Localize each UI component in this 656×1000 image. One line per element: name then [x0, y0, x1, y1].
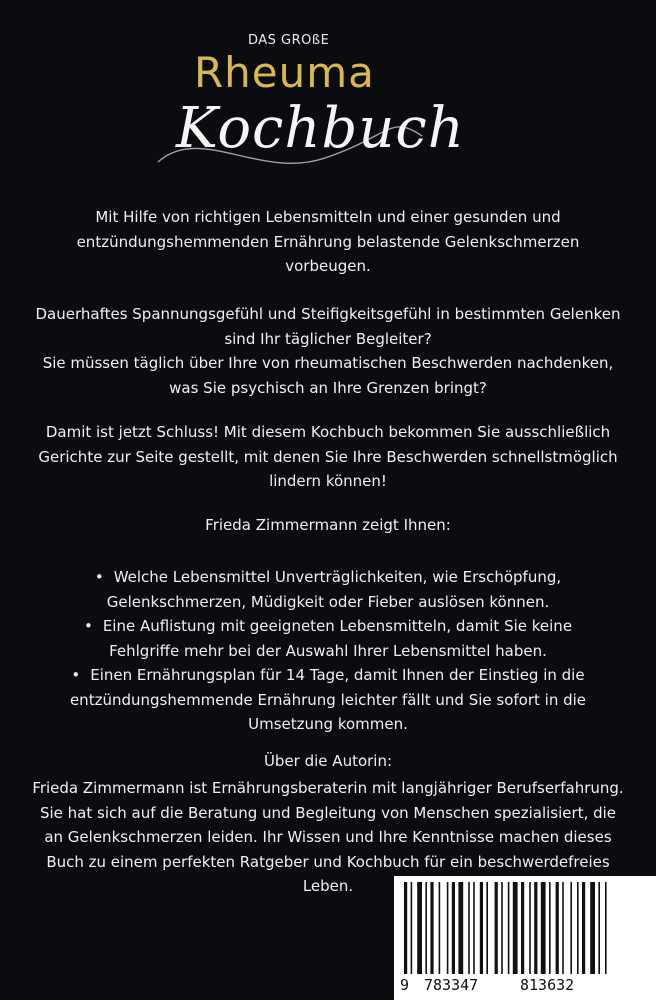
barcode-bar	[425, 882, 427, 974]
barcode-digit-first: 9	[400, 976, 410, 994]
barcode-bar	[549, 882, 551, 974]
barcode-bar	[577, 882, 579, 974]
barcode-bar	[447, 882, 449, 974]
barcode-bar	[556, 882, 559, 974]
paragraph-intro	[34, 205, 622, 279]
paragraph-promise	[34, 420, 622, 494]
title-script: Kochbuch	[176, 96, 465, 161]
list-item-text: Einen Ernährungsplan für 14 Tage, damit Ihnen der Einstieg in die entzündungshemmende Ernährung leichter fällt und Sie sofort in die Umsetzung kommen.	[69, 666, 587, 733]
barcode-bar	[411, 882, 413, 974]
list-item-text: Welche Lebensmittel Unverträglichkeiten, wie Erschöpfung, Gelenkschmerzen, Müdigkeit oder Fieber auslösen können.	[106, 568, 562, 611]
barcode-bar	[508, 882, 510, 974]
barcode-bar	[541, 882, 546, 974]
barcode-bar	[430, 882, 433, 974]
list-item	[50, 663, 606, 737]
barcode-bar	[417, 882, 422, 974]
paragraph-intro-text: Mit Hilfe von richtigen Lebensmitteln und einer gesunden und entzündungshemmenden Ernährung belastende Gelenkschmerzen vorbeugen.	[76, 208, 580, 275]
barcode-bar	[495, 882, 498, 974]
list-item	[50, 614, 606, 663]
title-main: Rheuma	[194, 48, 375, 97]
cover-header	[0, 0, 656, 190]
barcode-bar	[598, 882, 600, 974]
barcode-bar	[590, 882, 595, 974]
barcode-bar	[605, 882, 607, 974]
barcode-bar	[570, 882, 572, 974]
bullet-icon: •	[83, 617, 93, 635]
barcode-bar	[473, 882, 475, 974]
barcode-bars	[400, 882, 650, 974]
barcode-bar	[501, 882, 503, 974]
paragraph-promise-text: Damit ist jetzt Schluss! Mit diesem Kochbuch bekommen Sie ausschließlich Gerichte zur Seite gestellt, mit denen Sie Ihre Beschwerden schnellstmöglich lindern können!	[38, 423, 618, 490]
intro-line-text: Frieda Zimmermann zeigt Ihnen:	[205, 516, 451, 534]
barcode-bar	[562, 882, 564, 974]
about-author-text: Frieda Zimmermann ist Ernährungsberaterin mit langjähriger Berufserfahrung. Sie hat sich auf die Beratung und Begleitung von Menschen spezialisiert, die an Gelenkschmerzen leiden. Ihr Wissen und Ihre Kenntnisse machen dieses Buch zu einem perfekten Ratgeber und Kochbuch für ein beschwerdefreies Leben.	[32, 779, 624, 895]
barcode-bar	[480, 882, 483, 974]
intro-line	[34, 513, 622, 538]
benefit-list	[50, 565, 606, 737]
barcode-bar	[452, 882, 455, 974]
barcode-bar	[582, 882, 585, 974]
barcode-digits-group1: 783347	[424, 976, 479, 994]
list-item	[50, 565, 606, 614]
barcode-digits-group2: 813632	[520, 976, 575, 994]
about-author-heading: Über die Autorin:	[263, 752, 393, 770]
list-item-text: Eine Auflistung mit geeigneten Lebensmitteln, damit Sie keine Fehlgriffe mehr bei der Auswahl Ihrer Lebensmittel haben.	[102, 617, 573, 660]
barcode-bar	[458, 882, 463, 974]
barcode-bar	[468, 882, 470, 974]
barcode-bar	[534, 882, 537, 974]
paragraph-symptoms	[34, 302, 622, 400]
barcode-bar	[529, 882, 531, 974]
barcode-bar	[439, 882, 441, 974]
barcode-bar	[486, 882, 488, 974]
bullet-icon: •	[71, 666, 81, 684]
paragraph-symptoms-line1: Dauerhaftes Spannungsgefühl und Steifigkeitsgefühl in bestimmten Gelenken sind Ihr täglicher Begleiter?	[35, 305, 621, 348]
barcode-bar	[404, 882, 407, 974]
title-swash-decoration	[140, 84, 430, 184]
paragraph-symptoms-line2: Sie müssen täglich über Ihre von rheumatischen Beschwerden nachdenken, was Sie psychisch an Ihre Grenzen bringt?	[42, 354, 614, 397]
title-overline: DAS GROßE	[248, 33, 330, 48]
barcode-digits	[400, 974, 650, 998]
barcode-bar	[521, 882, 524, 974]
isbn-barcode	[394, 876, 656, 1000]
barcode-bar	[513, 882, 518, 974]
bullet-icon: •	[94, 568, 104, 586]
